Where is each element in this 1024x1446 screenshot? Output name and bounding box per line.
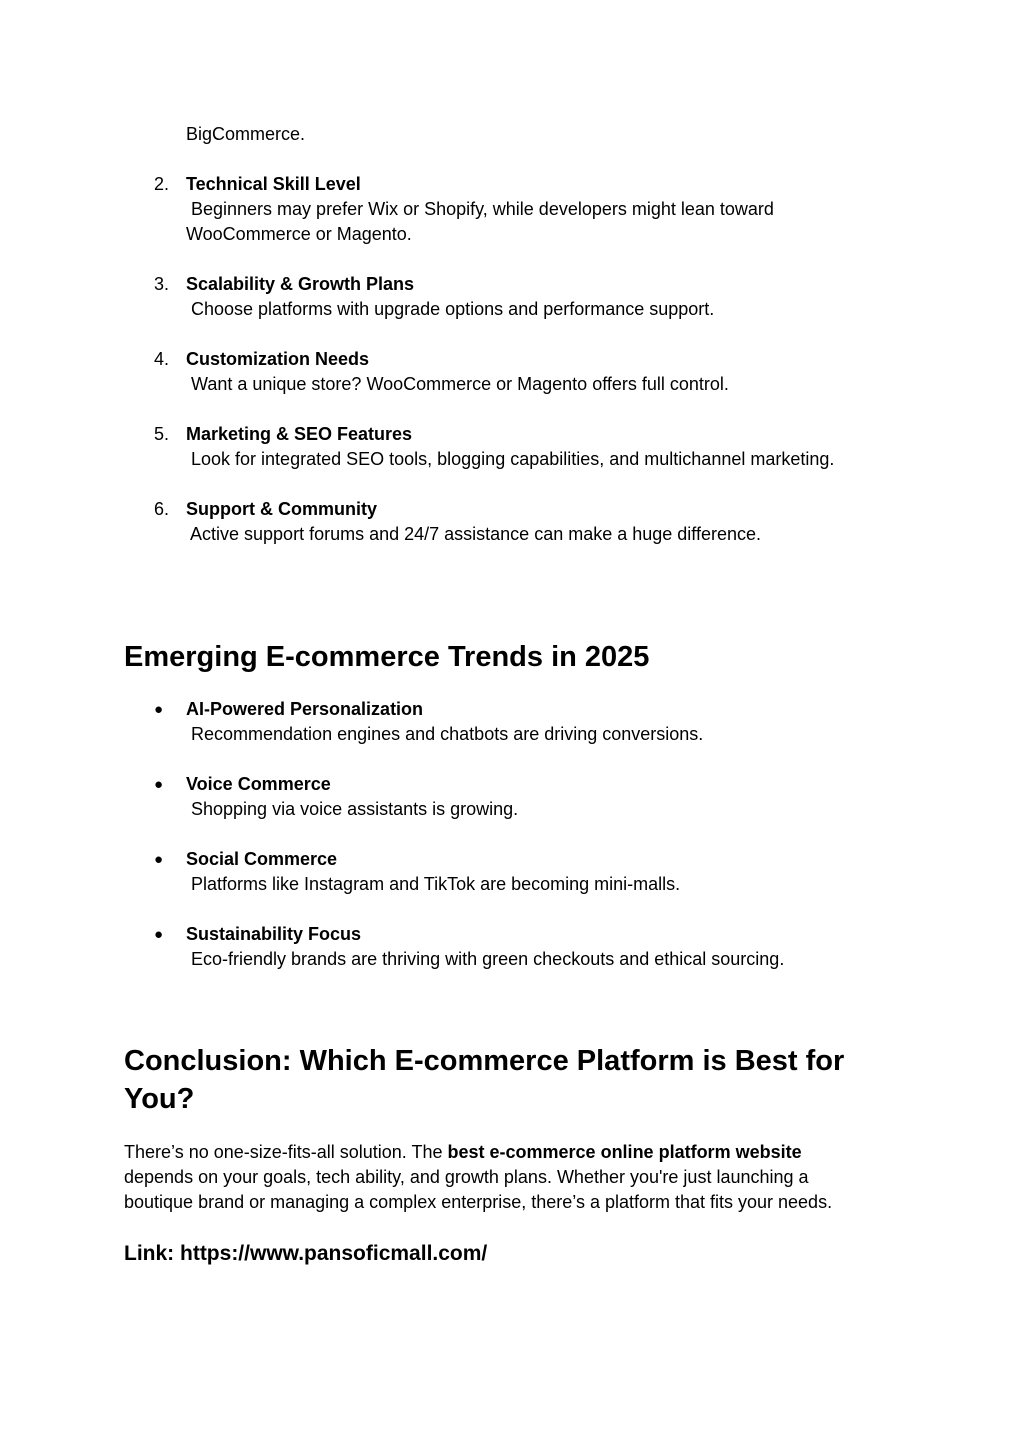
- conclusion-paragraph-line2: depends on your goals, tech ability, and growth plans. Whether you're just launching a: [124, 1167, 809, 1187]
- list-item-description: Shopping via voice assistants is growing.: [186, 799, 519, 819]
- conclusion-heading-cont: You?: [124, 1083, 195, 1115]
- bullet-icon: ●: [154, 776, 164, 793]
- trends-heading: Emerging E-commerce Trends in 2025: [124, 641, 650, 673]
- bullet-icon: ●: [154, 701, 164, 718]
- list-item-title: Voice Commerce: [186, 774, 331, 794]
- list-item-description-cont: WooCommerce or Magento.: [186, 224, 412, 244]
- list-item-description: Eco-friendly brands are thriving with green checkouts and ethical sourcing.: [186, 949, 785, 969]
- list-item-title: Technical Skill Level: [186, 174, 361, 194]
- list-item-title: Marketing & SEO Features: [186, 424, 413, 444]
- list-number: 5.: [154, 424, 170, 444]
- list-item-description: Want a unique store? WooCommerce or Magento offers full control.: [186, 374, 729, 394]
- list-item-title: Scalability & Growth Plans: [186, 274, 415, 294]
- list-item-title: Sustainability Focus: [186, 924, 362, 944]
- list-item-title: Support & Community: [186, 499, 377, 519]
- conclusion-heading: Conclusion: Which E-commerce Platform is Best for: [124, 1045, 845, 1077]
- list-item-continuation: BigCommerce.: [186, 124, 306, 144]
- list-item-title: Social Commerce: [186, 849, 338, 869]
- list-item-description: Beginners may prefer Wix or Shopify, while developers might lean toward: [186, 199, 774, 219]
- list-item-title: Customization Needs: [186, 349, 370, 369]
- list-number: 3.: [154, 274, 170, 294]
- website-link[interactable]: Link: https://www.pansoficmall.com/: [124, 1242, 488, 1265]
- paragraph-emphasis: best e-commerce online platform website: [447, 1142, 802, 1162]
- bullet-icon: ●: [154, 851, 164, 868]
- list-number: 2.: [154, 174, 170, 194]
- list-number: 6.: [154, 499, 170, 519]
- list-item-description: Look for integrated SEO tools, blogging capabilities, and multichannel marketing.: [186, 449, 835, 469]
- list-item-title: AI-Powered Personalization: [186, 699, 424, 719]
- conclusion-paragraph: [124, 1140, 802, 1165]
- bullet-icon: ●: [154, 926, 164, 943]
- list-item-description: Choose platforms with upgrade options and performance support.: [186, 299, 715, 319]
- conclusion-paragraph-line3: boutique brand or managing a complex enterprise, there’s a platform that fits your needs.: [124, 1192, 833, 1212]
- list-item-description: Platforms like Instagram and TikTok are becoming mini-malls.: [186, 874, 681, 894]
- list-item-description: Active support forums and 24/7 assistance can make a huge difference.: [186, 524, 762, 544]
- list-number: 4.: [154, 349, 170, 369]
- list-item-description: Recommendation engines and chatbots are driving conversions.: [186, 724, 704, 744]
- paragraph-text: There’s no one-size-fits-all solution. The: [124, 1142, 448, 1162]
